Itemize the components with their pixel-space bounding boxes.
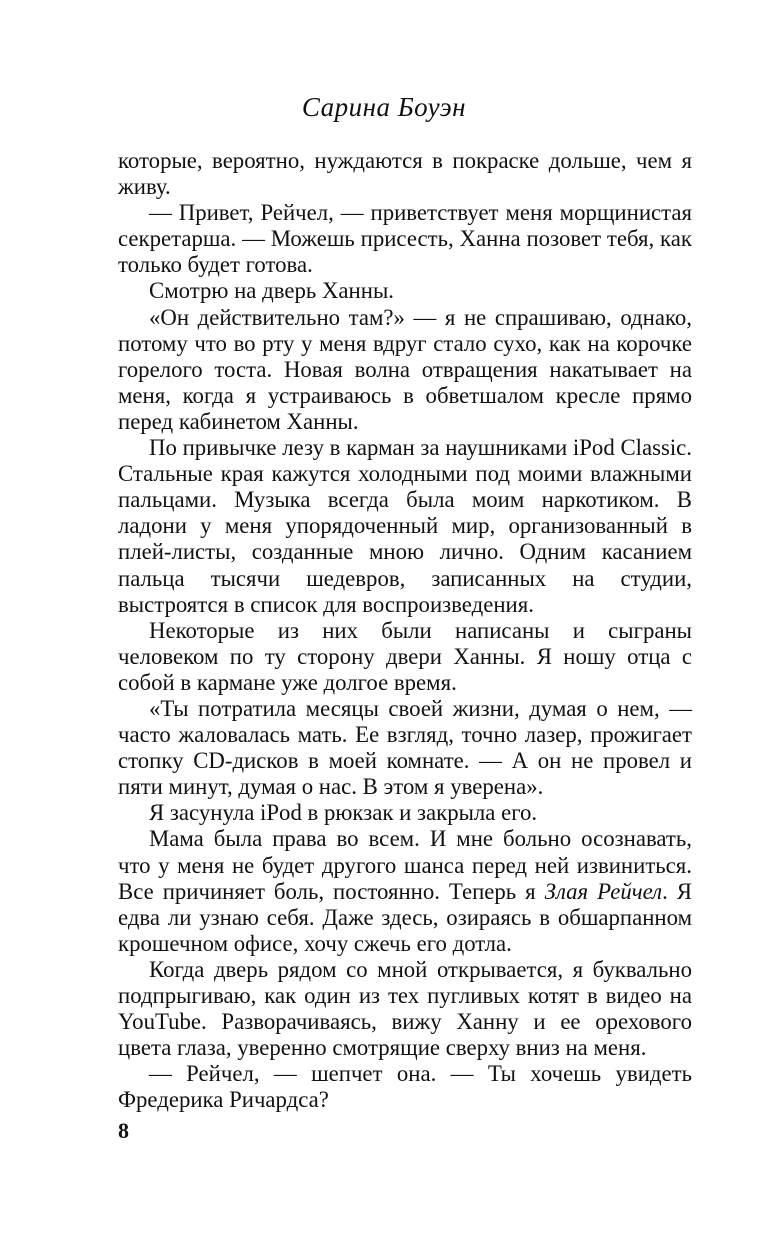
paragraph-10: Когда дверь рядом со мной открывается, я буквально подпрыгиваю, как один из тех пугливых котят в видео на YouTube. Разворачиваясь, вижу Ханну и ее орехового цвета глаза, уверенно смотрящие сверху вниз на меня. xyxy=(118,956,692,1061)
running-header: Сарина Боуэн xyxy=(301,92,467,122)
page-body xyxy=(118,148,692,1113)
page-number: 8 xyxy=(118,1118,129,1143)
paragraph-9-end: . Я едва ли узнаю себя. Даже здесь, озираясь в обшарпанном крошечном офисе, хочу сжечь его дотла. xyxy=(118,878,693,956)
paragraph-2: — Привет, Рейчел, — приветствует меня морщинистая секретарша. — Можешь присесть, Ханна позовет тебя, как только будет готова. xyxy=(118,200,692,278)
paragraph-4: «Он действительно там?» — я не спрашиваю, однако, потому что во рту у меня вдруг стало сухо, как на корочке горелого тоста. Новая волна отвращения накатывает на меня, когда я устраиваюсь в обветшалом кресле прямо перед кабинетом Ханны. xyxy=(118,304,692,434)
emphasis-name: Злая Рейчел xyxy=(544,878,663,904)
paragraph-9-start: Мама была права во всем. И мне больно осознавать, что у меня не будет другого шанса перед ней извиниться. Все причиняет боль, постоянно. Теперь я xyxy=(118,826,692,904)
paragraph-9 xyxy=(118,826,692,956)
paragraph-7: «Ты потратила месяцы своей жизни, думая о нем, — часто жаловалась мать. Ее взгляд, точно лазер, прожигает стопку CD-дисков в моей комнате. — А он не провел и пяти минут, думая о нас. В этом я уверена». xyxy=(118,695,692,800)
paragraph-5: По привычке лезу в карман за наушниками iPod Classic. Стальные края кажутся холодными под моими влажными пальцами. Музыка всегда была моим наркотиком. В ладони у меня упорядоченный мир, организованный в плей-листы, созданные мною лично. Одним касанием пальца тысячи шедевров, записанных на студии, выстроятся в список для воспроизведения. xyxy=(118,435,692,617)
paragraph-3: Смотрю на дверь Ханны. xyxy=(149,278,394,304)
paragraph-6: Некоторые из них были написаны и сыграны человеком по ту сторону двери Ханны. Я ношу отца с собой в кармане уже долгое время. xyxy=(118,617,692,695)
paragraph-8: Я засунула iPod в рюкзак и закрыла его. xyxy=(149,800,538,826)
paragraph-11: — Рейчел, — шепчет она. — Ты хочешь увидеть Фредерика Ричардса? xyxy=(118,1061,692,1113)
paragraph-1: которые, вероятно, нуждаются в покраске дольше, чем я живу. xyxy=(118,148,692,200)
